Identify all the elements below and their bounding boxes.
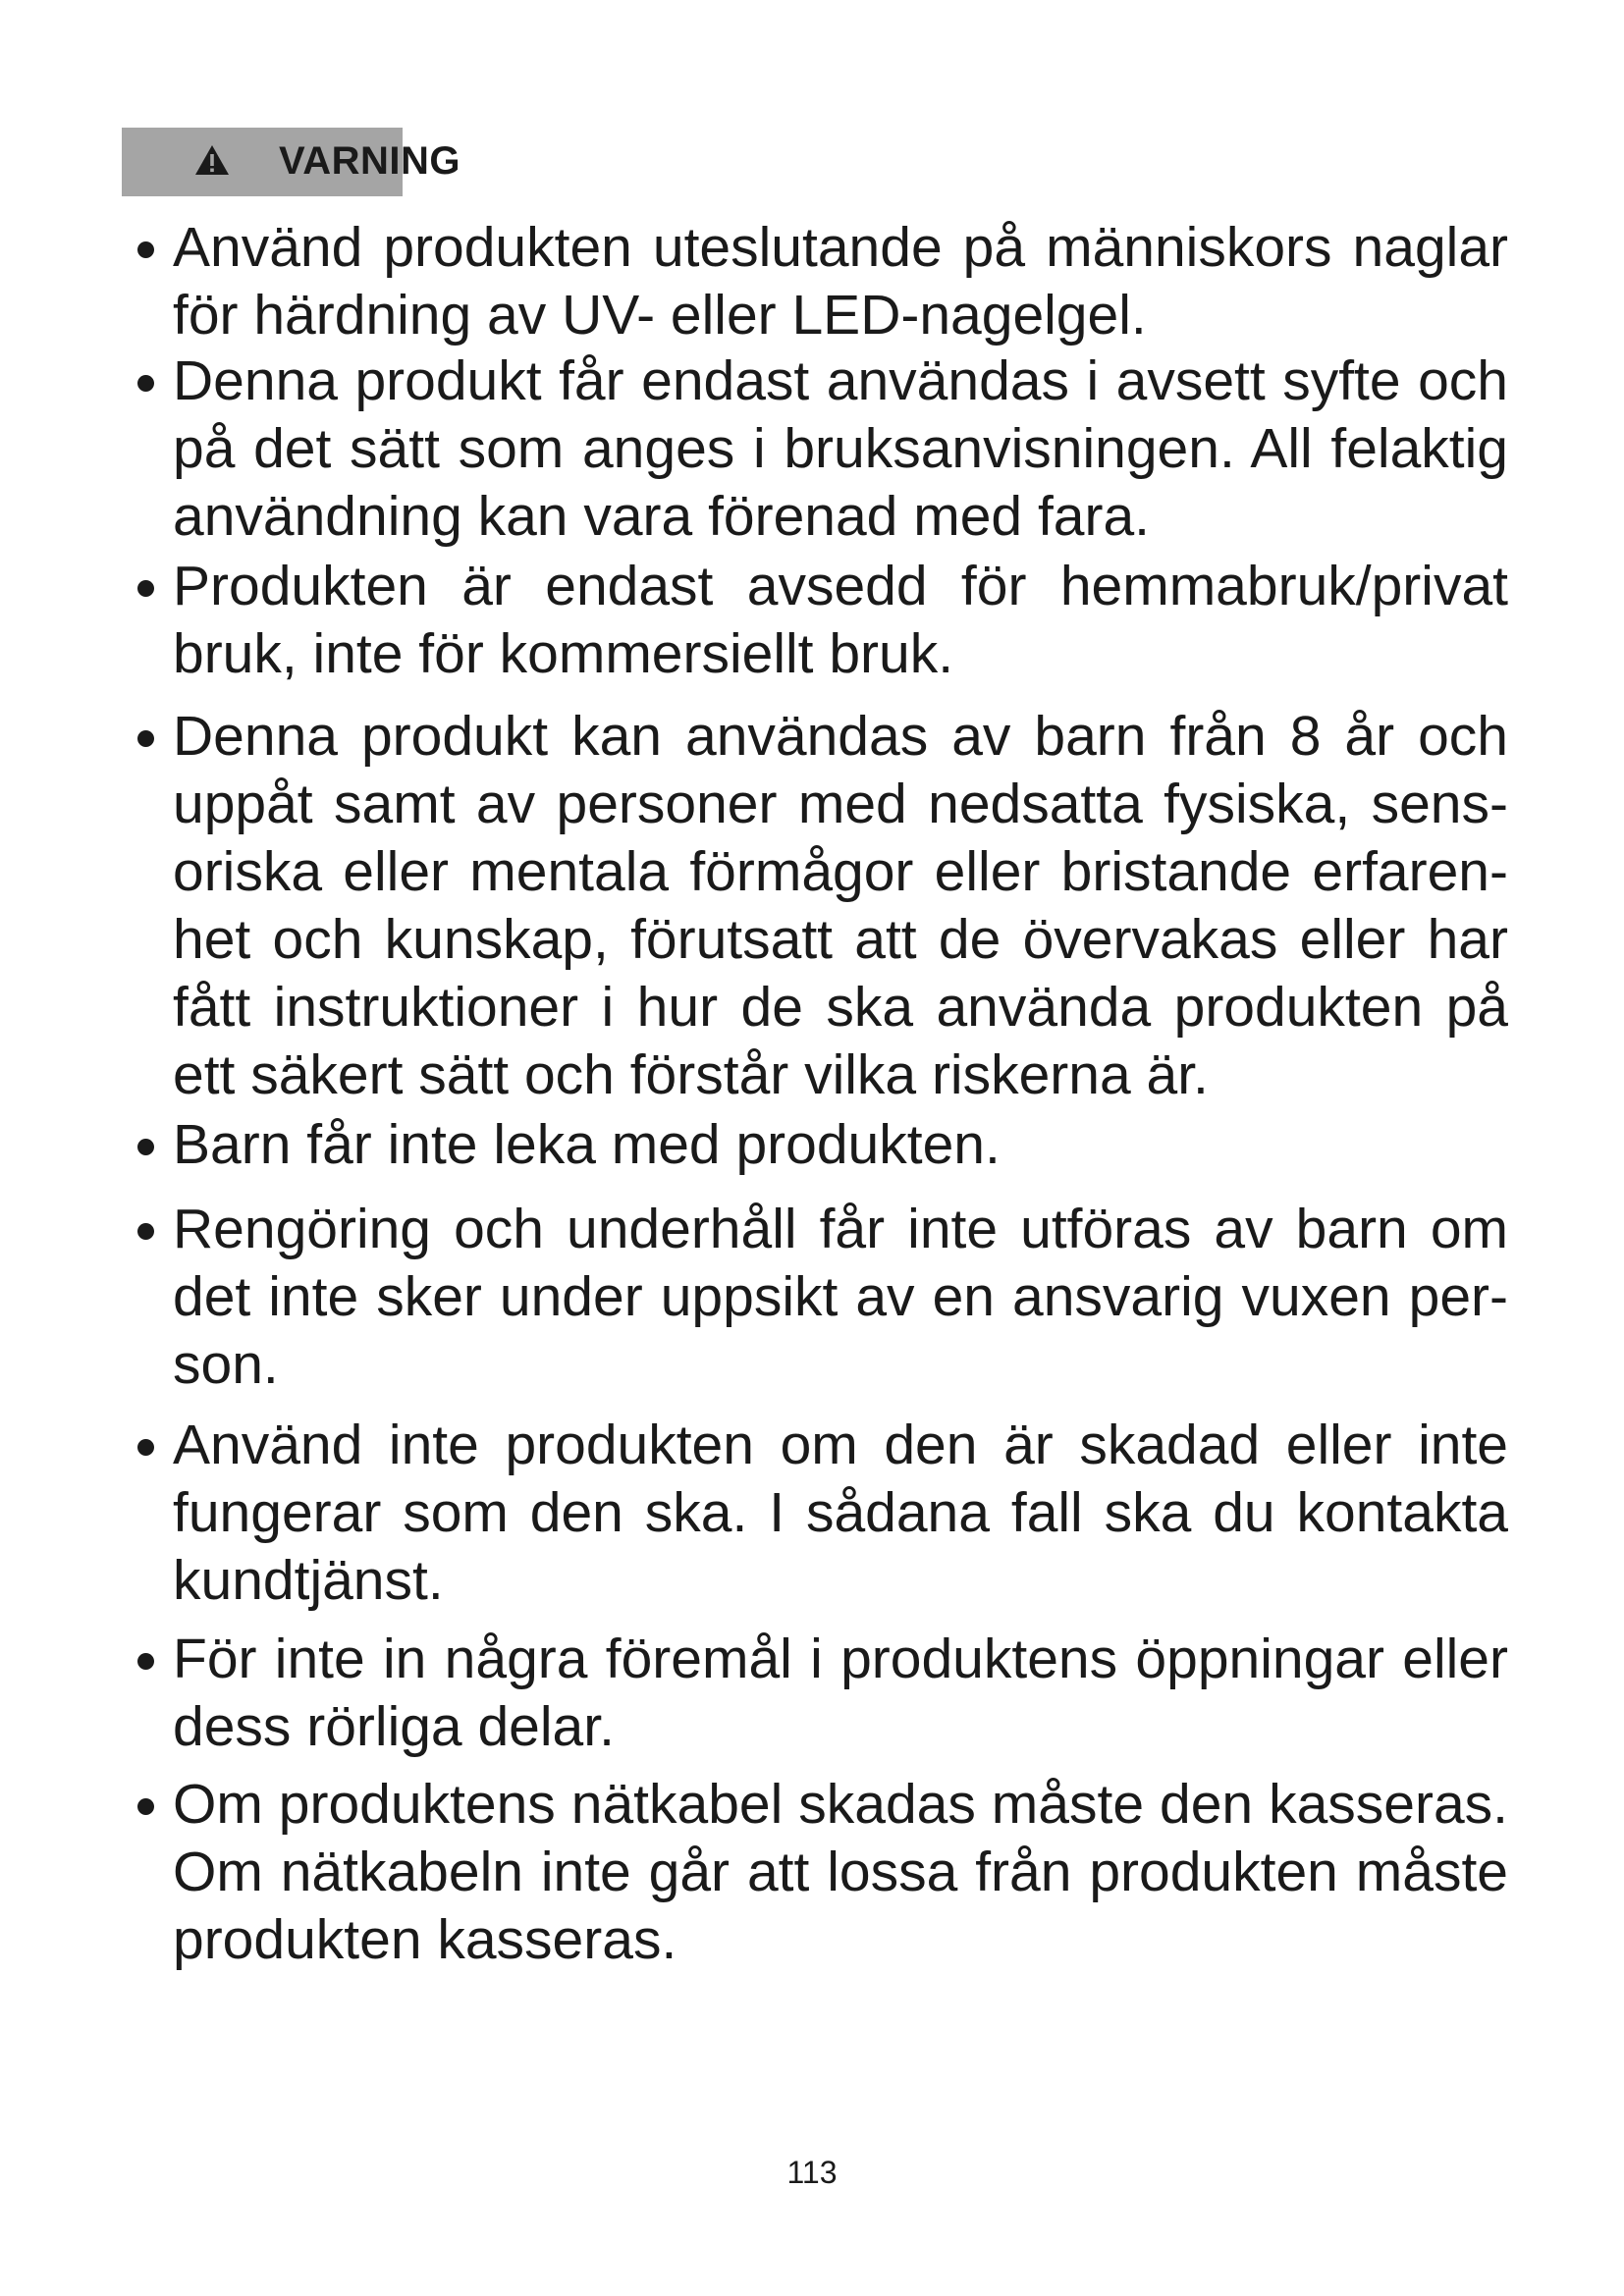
bullet-dot-icon xyxy=(137,1798,154,1815)
list-item-text: Denna produkt får endast användas i avsett syfte och på det sätt som anges i bruksanvisningen. All felaktig användning kan vara förenad med fara. xyxy=(173,349,1508,548)
list-item xyxy=(173,1196,1508,1399)
bullet-dot-icon xyxy=(137,241,154,258)
list-item-text: Använd inte produkten om den är skadad eller inte fungerar som den ska. I sådana fall ska du kontakta kundtjänst. xyxy=(173,1414,1508,1612)
warning-label: VARNING xyxy=(279,139,460,183)
list-item-text: Rengöring och underhåll får inte utföras av barn om det inte sker under uppsikt av en ansvarig vuxen person. xyxy=(173,1198,1508,1396)
bullet-dot-icon xyxy=(137,1223,154,1240)
bullet-dot-icon xyxy=(137,375,154,392)
bullet-dot-icon xyxy=(137,730,154,747)
warning-header xyxy=(122,128,554,196)
list-item-text: För inte in några föremål i produktens öppningar eller dess rörliga delar. xyxy=(173,1628,1508,1758)
list-item-text: Produkten är endast avsedd för hemmabruk/privat bruk, inte för kommersiellt bruk. xyxy=(173,555,1508,685)
bullet-dot-icon xyxy=(137,1439,154,1456)
list-item-text: Barn får inte leka med produkten. xyxy=(173,1113,1001,1176)
list-item xyxy=(173,1412,1508,1615)
bullet-dot-icon xyxy=(137,580,154,597)
list-item-text: Denna produkt kan användas av barn från 8 år och uppåt samt av personer med nedsatta fysiska, sensoriska eller mentala förmågor eller bristande erfarenhet och kunskap, förutsatt att de övervakas eller har fått instruktioner i hur de ska använda produkten på ett säkert sätt och förstår vilka riskerna är. xyxy=(173,705,1508,1106)
page-number: 113 xyxy=(786,2155,838,2190)
list-item xyxy=(173,214,1508,349)
list-item xyxy=(173,1111,1508,1179)
list-item xyxy=(173,1771,1508,1974)
list-item xyxy=(173,1626,1508,1761)
list-item xyxy=(173,703,1508,1109)
bullet-dot-icon xyxy=(137,1653,154,1670)
list-item xyxy=(173,347,1508,551)
list-item-text: Om produktens nätkabel skadas måste den kasseras. Om nätkabeln inte går att lossa från produkten måste produkten kasseras. xyxy=(173,1773,1508,1971)
warning-triangle-icon xyxy=(194,144,230,176)
bullet-dot-icon xyxy=(137,1139,154,1155)
list-item xyxy=(173,553,1508,688)
list-item-text: Använd produkten uteslutande på människors naglar för härdning av UV- eller LED-nagelgel. xyxy=(173,216,1508,347)
